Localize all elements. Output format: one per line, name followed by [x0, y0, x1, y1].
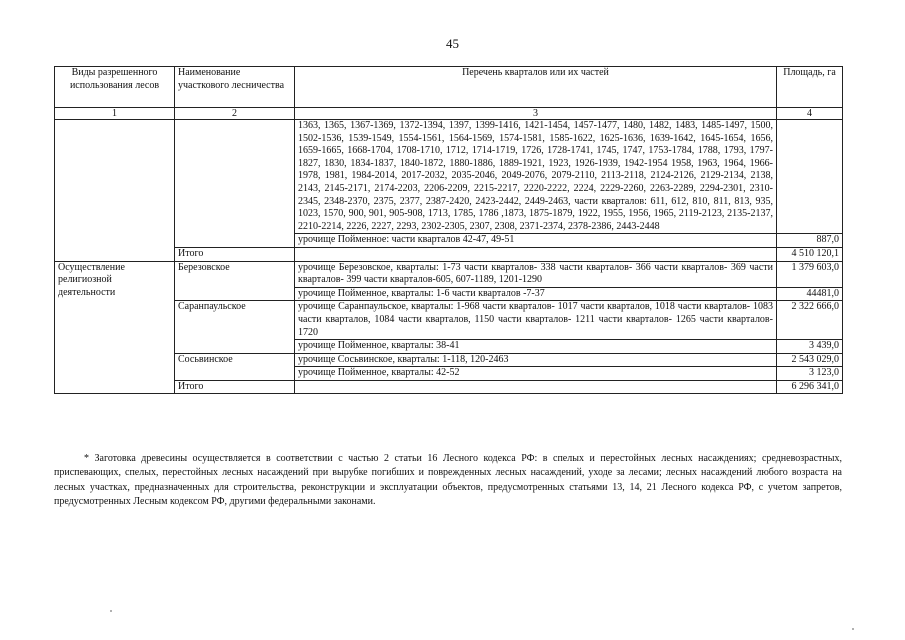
column-number-row	[55, 108, 843, 120]
total-area: 6 296 341,0	[777, 380, 843, 394]
column-number-4: 4	[777, 108, 843, 120]
area-cell: 887,0	[777, 234, 843, 248]
table-row	[55, 261, 843, 287]
header-area: Площадь, га	[777, 67, 843, 108]
forest-use-table	[54, 66, 843, 394]
quarters-list-poimennoe: урочище Пойменное: части кварталов 42-47, 49-51	[295, 234, 777, 248]
district-cell-empty	[175, 120, 295, 248]
total-area: 4 510 120,1	[777, 247, 843, 261]
scan-speck	[110, 610, 112, 612]
area-cell: 1 379 603,0	[777, 261, 843, 287]
quarters-list-berezovskoe: урочище Березовское, кварталы: 1-73 части кварталов- 338 части кварталов- 366 части кварталов- 369 части кварталов- 399 части кварталов-605, 607-1189, 1201-1290	[295, 261, 777, 287]
total-label: Итого	[175, 247, 295, 261]
quarters-list-poimennoe: урочище Пойменное, кварталы: 38-41	[295, 340, 777, 354]
district-saranpaulskoe: Саранпаульское	[175, 301, 295, 353]
area-cell: 2 322 666,0	[777, 301, 843, 340]
total-spacer	[295, 380, 777, 394]
area-cell	[777, 120, 843, 234]
table-row	[55, 120, 843, 234]
table-header-row	[55, 67, 843, 108]
use-type-cell-empty	[55, 120, 175, 262]
quarters-list-poimennoe: урочище Пойменное, кварталы: 42-52	[295, 367, 777, 381]
area-cell: 44481,0	[777, 287, 843, 301]
quarters-list-continuation: 1363, 1365, 1367-1369, 1372-1394, 1397, 1399-1416, 1421-1454, 1457-1477, 1480, 1482, 1483, 1485-1497, 1500, 1502-1536, 1539-1549, 1554-1561, 1564-1569, 1574-1581, 1585-1622, 1625-1636, 1639-1642, 1645-1654, 1656, 1659-1665, 1668-1704, 1708-1710, 1712, 1714-1719, 1726, 1728-1741, 1745, 1747, 1753-1784, 1788, 1793, 1797-1827, 1830, 1834-1837, 1840-1872, 1880-1886, 1889-1921, 1923, 1926-1939, 1942-1954 1958, 1963, 1964, 1966-1978, 1981, 1984-2014, 2017-2032, 2035-2046, 2049-2076, 2079-2110, 2113-2118, 2124-2126, 2129-2134, 2138, 2143, 2145-2171, 2174-2203, 2206-2209, 2215-2217, 2220-2222, 2224, 2229-2260, 2263-2289, 2294-2301, 2310-2345, 2348-2370, 2375, 2377, 2387-2420, 2423-2442, 2449-2463, части кварталов: 611, 612, 810, 811, 813, 935, 1023, 1570, 900, 901, 905-908, 1713, 1785, 1786 ,1873, 1875-1879, 1922, 1955, 1956, 1965, 2119-2123, 2135-2137, 2210-2214, 2226, 2227, 2293, 2302-2305, 2307, 2308, 2371-2374, 2378-2386, 2443-2448	[295, 120, 777, 234]
area-cell: 3 123,0	[777, 367, 843, 381]
column-number-2: 2	[175, 108, 295, 120]
total-spacer	[295, 247, 777, 261]
area-cell: 3 439,0	[777, 340, 843, 354]
total-label: Итого	[175, 380, 295, 394]
use-type-religious: Осуществление религиозной деятельности	[55, 261, 175, 394]
column-number-3: 3	[295, 108, 777, 120]
header-quarters-list: Перечень кварталов или их частей	[295, 67, 777, 108]
page-number: 45	[446, 36, 459, 51]
header-use-type: Виды разрешенного использования лесов	[55, 67, 175, 108]
header-district-name: Наименование участкового лесничества	[175, 67, 295, 108]
quarters-list-saranpaulskoe: урочище Саранпаульское, кварталы: 1-968 части кварталов- 1017 части кварталов, 1018 части кварталов- 1083 части кварталов, 1084 части кварталов, 1150 части кварталов- 1211 части кварталов- 1265 части кварталов- 1720	[295, 301, 777, 340]
footnote: * Заготовка древесины осуществляется в соответствии с частью 2 статьи 16 Лесного кодекса РФ: в спелых и перестойных лесных насаждениях; средневозрастных, приспевающих, спелых, перестойных лесных насаждений при вырубке погибших и поврежденных лесных насаждений, уходе за лесами; лесных насаждений любого возраста на лесных участках, предназначенных для строительства, реконструкции и эксплуатации объектов, предусмотренных статьями 13, 14, 21 Лесного кодекса РФ, с учетом запретов, предусмотренных Лесным кодексом РФ, другими федеральными законами.	[54, 453, 842, 508]
area-cell: 2 543 029,0	[777, 353, 843, 367]
quarters-list-poimennoe: урочище Пойменное, кварталы: 1-6 части кварталов -7-37	[295, 287, 777, 301]
district-berezovskoe: Березовское	[175, 261, 295, 301]
scan-speck	[852, 628, 854, 630]
quarters-list-sosvinskoe: урочище Сосьвинское, кварталы: 1-118, 120-2463	[295, 353, 777, 367]
district-sosvinskoe: Сосьвинское	[175, 353, 295, 380]
column-number-1: 1	[55, 108, 175, 120]
